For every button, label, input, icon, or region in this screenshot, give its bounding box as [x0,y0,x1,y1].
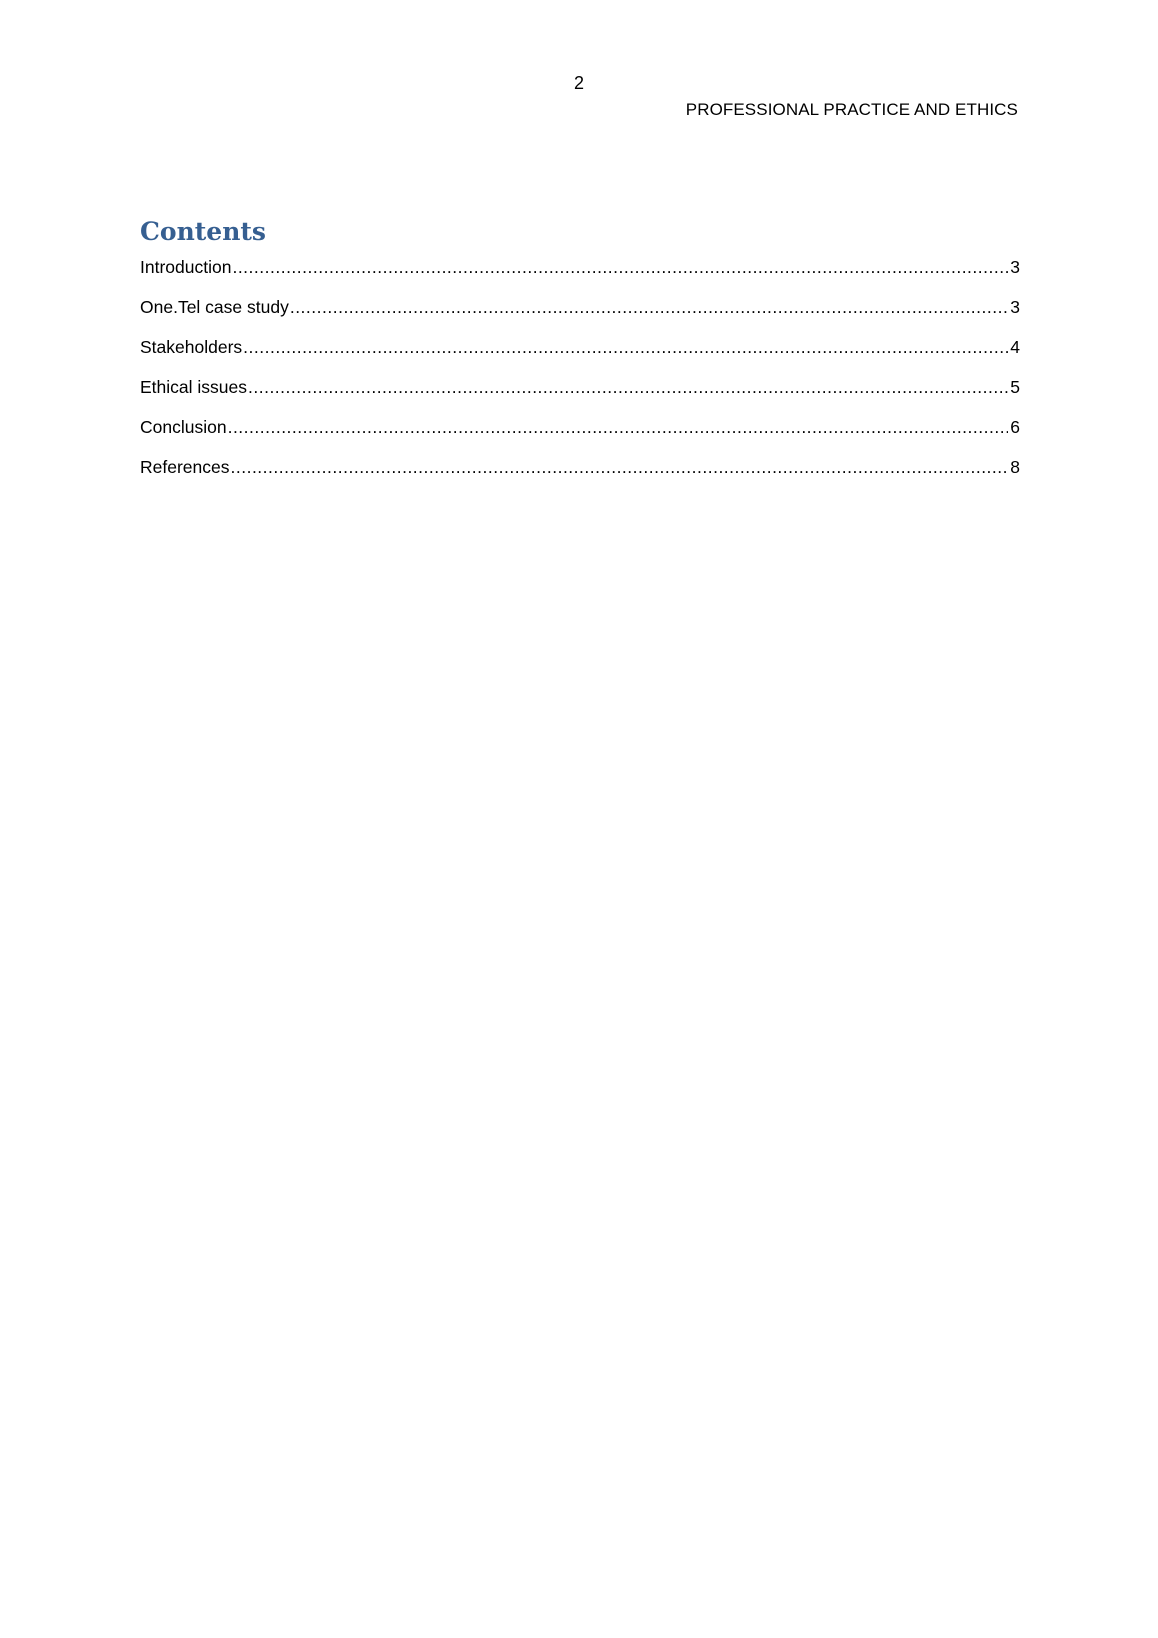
toc-entry-label[interactable]: Conclusion [140,417,227,437]
toc-entry-page[interactable]: 3 [1010,297,1020,317]
toc-entry-label[interactable]: One.Tel case study [140,297,289,317]
dot-leader [248,376,1008,398]
running-head: PROFESSIONAL PRACTICE AND ETHICS [685,100,1018,119]
toc-entry-conclusion[interactable] [140,416,1020,456]
toc-entry-page[interactable]: 6 [1010,417,1020,437]
table-of-contents [140,256,1020,496]
dot-leader [231,456,1009,478]
toc-entry-page[interactable]: 5 [1010,377,1020,397]
toc-entry-stakeholders[interactable] [140,336,1020,376]
toc-entry-label[interactable]: Stakeholders [140,337,243,357]
toc-entry-label[interactable]: Ethical issues [140,377,247,397]
toc-entry-one-tel-case-study[interactable] [140,296,1020,336]
toc-entry-page[interactable]: 4 [1010,337,1020,357]
toc-entry-introduction[interactable] [140,256,1020,296]
dot-leader [290,296,1008,318]
dot-leader [228,416,1009,438]
toc-entry-label[interactable]: References [140,457,230,477]
toc-entry-references[interactable] [140,456,1020,496]
dot-leader [232,256,1008,278]
toc-entry-page[interactable]: 8 [1010,457,1020,477]
dot-leader [243,336,1008,358]
toc-entry-ethical-issues[interactable] [140,376,1020,416]
toc-entry-label[interactable]: Introduction [140,257,232,277]
page-number: 2 [573,73,584,93]
toc-title: Contents [140,217,267,246]
toc-entry-page[interactable]: 3 [1010,257,1020,277]
